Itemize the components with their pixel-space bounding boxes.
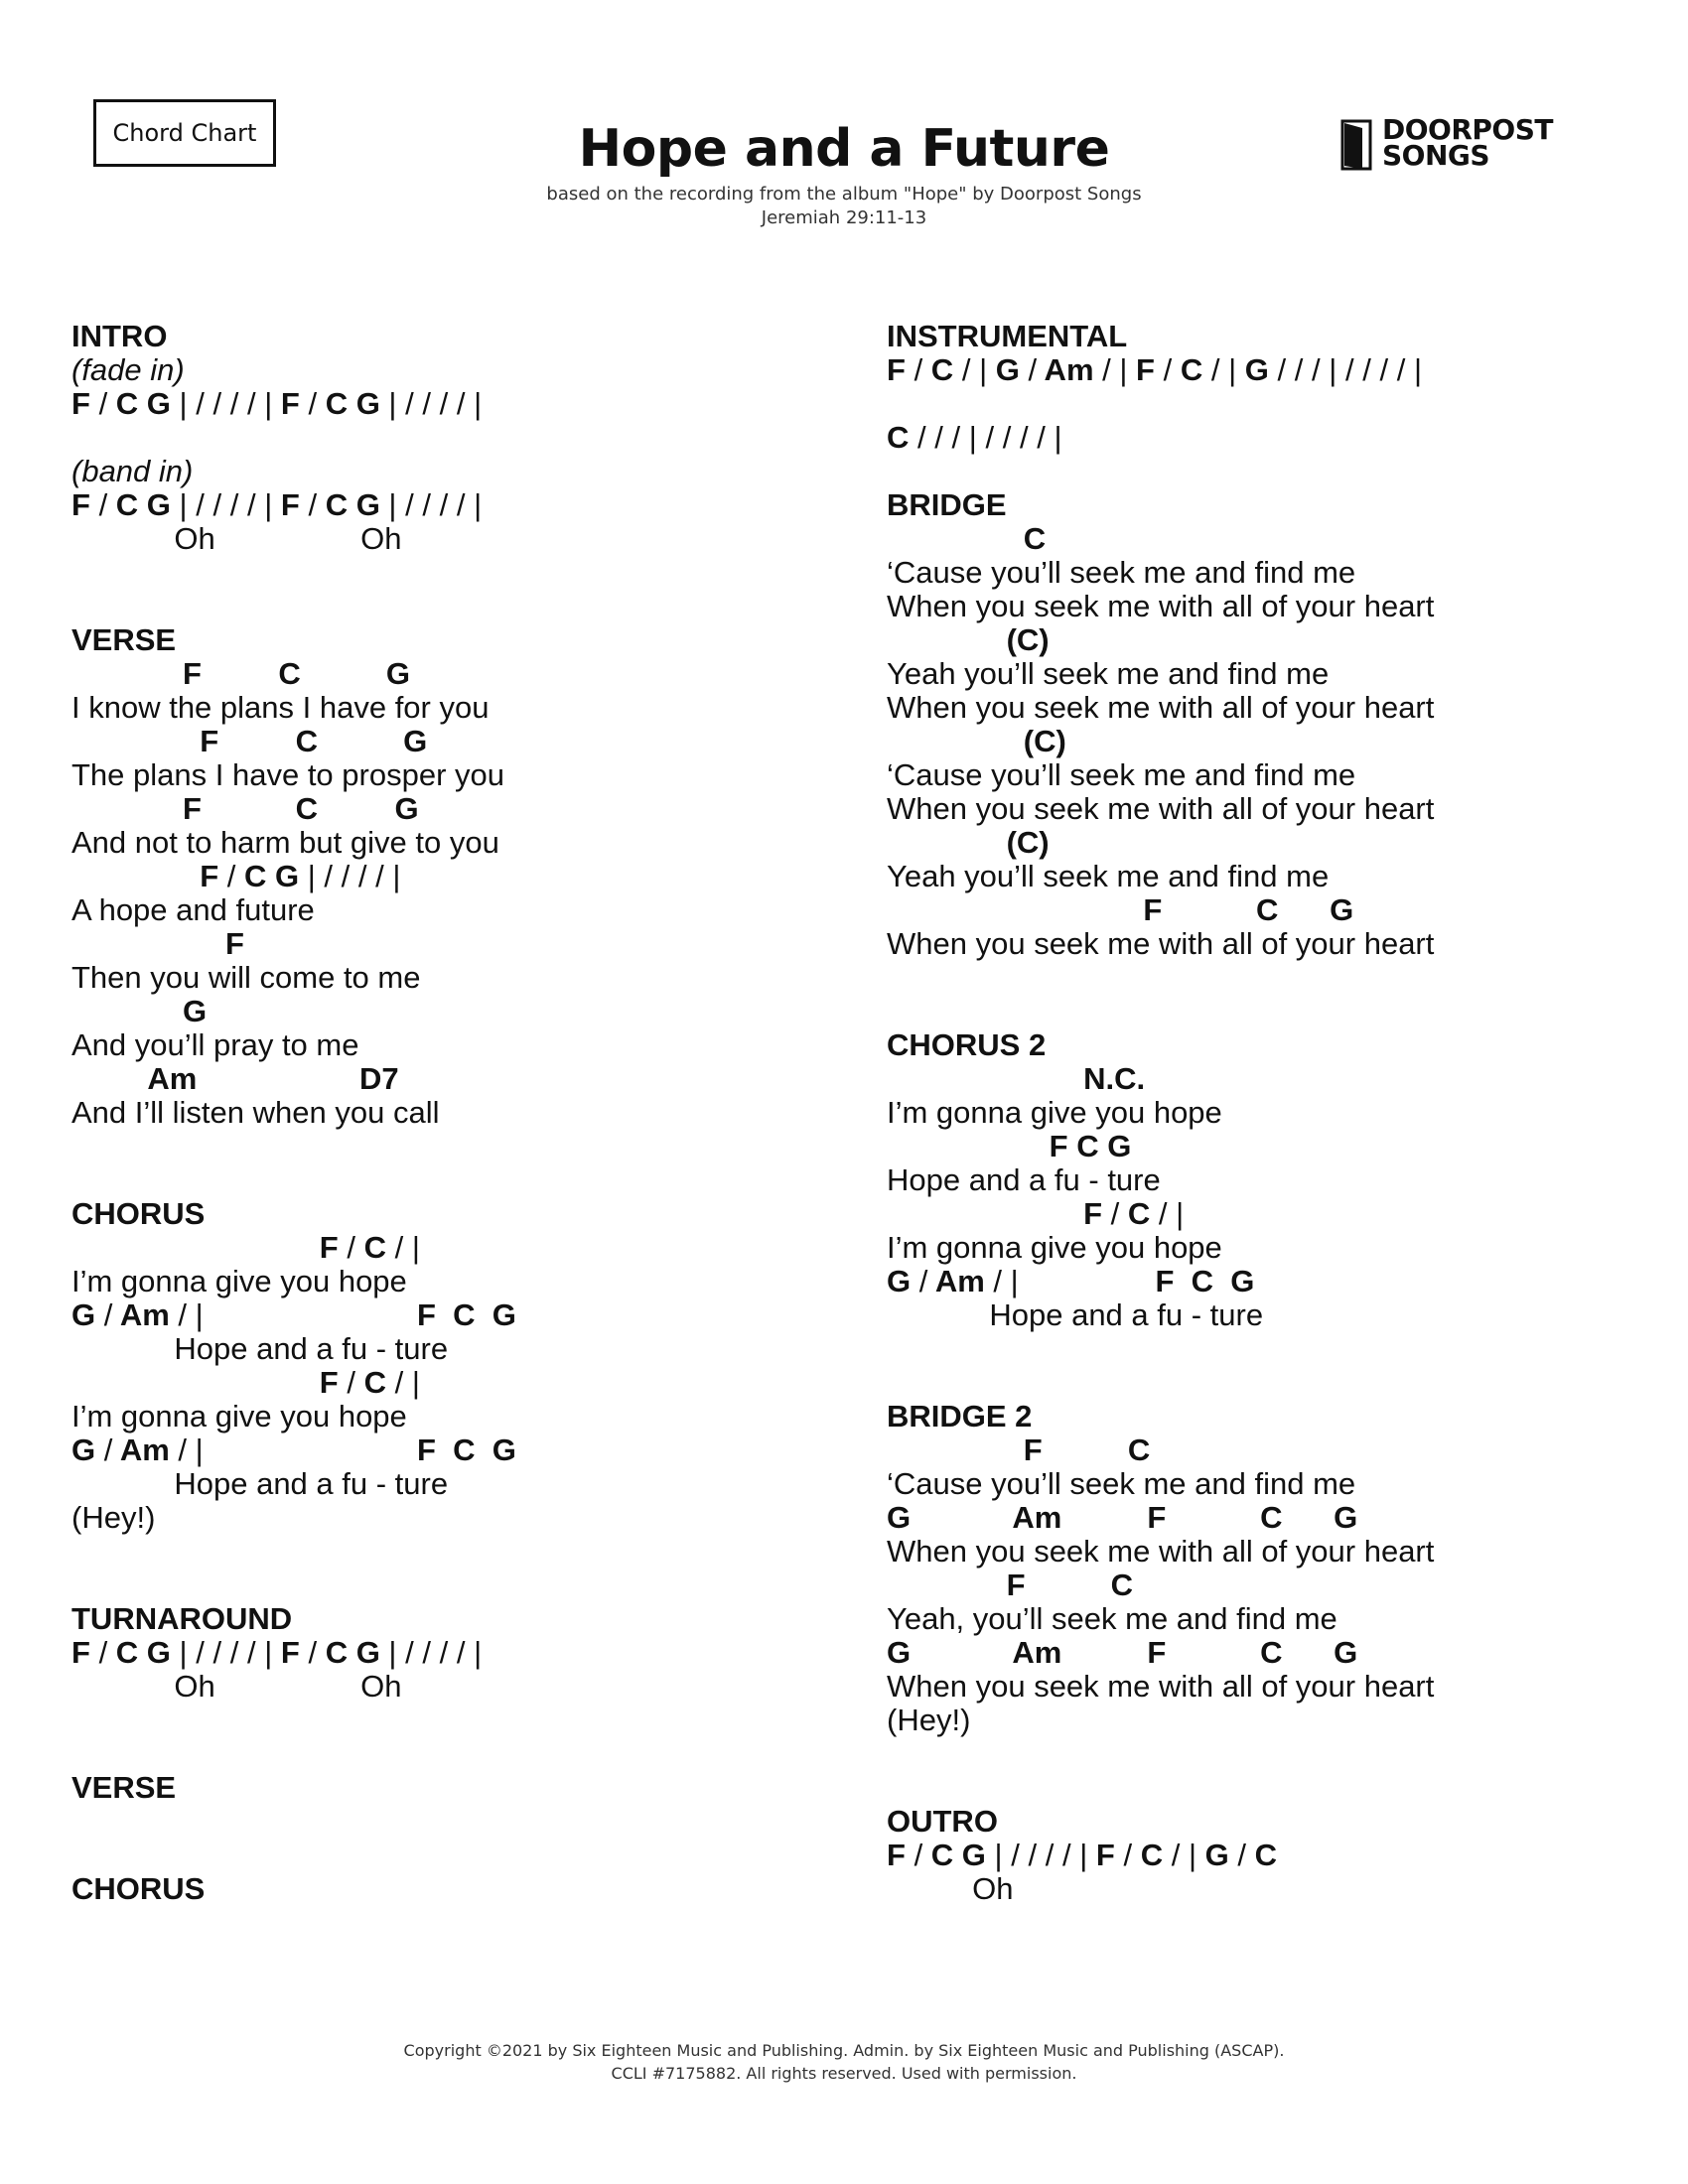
lyric-line: And I’ll listen when you call <box>71 1095 440 1130</box>
lyric-line: I know the plans I have for you <box>71 690 490 725</box>
lyric-line: A hope and future <box>71 892 315 927</box>
chord-line: F C G <box>887 892 1354 927</box>
lyric-line: Yeah you’ll seek me and find me <box>887 656 1330 691</box>
chord-line: C / / / | / / / / | <box>887 420 1062 455</box>
chord-line: (C) <box>887 724 1066 758</box>
direction-line: (fade in) <box>71 352 185 387</box>
lyric-line: (Hey!) <box>71 1500 156 1535</box>
section-heading: CHORUS <box>71 1196 206 1231</box>
chord-line: G / Am / | F C G <box>71 1297 516 1332</box>
chord-chart-badge: Chord Chart <box>93 99 276 167</box>
section-heading: INTRO <box>71 319 168 353</box>
lyric-line: Oh Oh <box>71 521 402 556</box>
lyric-line: When you seek me with all of your heart <box>887 791 1435 826</box>
chord-line: F / C G | / / / / | F / C G | / / / / | <box>71 386 483 421</box>
chord-line: F C G <box>71 656 411 691</box>
chord-line: F C G <box>887 1129 1132 1163</box>
lyric-line: I’m gonna give you hope <box>887 1095 1222 1130</box>
lyric-line: When you seek me with all of your heart <box>887 1534 1435 1569</box>
lyric-line: Hope and a fu - ture <box>71 1331 449 1366</box>
chord-line: G Am F C G <box>887 1500 1358 1535</box>
chord-line: (C) <box>887 622 1050 657</box>
section-heading: INSTRUMENTAL <box>887 319 1128 353</box>
song-subtitle: based on the recording from the album "Hope" by Doorpost Songs <box>546 184 1142 205</box>
chord-line: F / C / | G / Am / | F / C / | G / / / | / / / / | <box>887 352 1423 387</box>
chord-line: F / C / | <box>71 1230 420 1265</box>
copyright-line: Copyright ©2021 by Six Eighteen Music and Publishing. Admin. by Six Eighteen Music and Publishing (ASCAP). <box>403 2041 1285 2060</box>
lyric-line: Hope and a fu - ture <box>887 1162 1161 1197</box>
lyric-line: Oh <box>887 1871 1014 1906</box>
lyric-line: When you seek me with all of your heart <box>887 926 1435 961</box>
section-heading: BRIDGE 2 <box>887 1399 1033 1433</box>
doorpost-songs-logo <box>1340 113 1579 172</box>
lyric-line: When you seek me with all of your heart <box>887 1669 1435 1704</box>
chord-line: G <box>71 994 208 1028</box>
chord-line: F / C / | <box>887 1196 1185 1231</box>
chord-line: F <box>71 926 244 961</box>
lyric-line: And you’ll pray to me <box>71 1027 359 1062</box>
lyric-line: Oh Oh <box>71 1669 402 1704</box>
lyric-line: When you seek me with all of your heart <box>887 690 1435 725</box>
section-heading: VERSE <box>71 1770 177 1805</box>
door-icon <box>1340 119 1376 171</box>
chord-line: F / C G | / / / / | F / C G | / / / / | <box>71 1635 483 1670</box>
section-heading: CHORUS <box>71 1871 206 1906</box>
direction-line: (band in) <box>71 454 194 488</box>
chord-line: F / C G | / / / / | F / C / | G / C <box>887 1838 1277 1872</box>
chord-line: F / C G | / / / / | <box>71 859 401 893</box>
chord-line: F C <box>887 1568 1134 1602</box>
section-heading: OUTRO <box>887 1804 998 1839</box>
lyric-line: And not to harm but give to you <box>71 825 499 860</box>
lyric-line: ‘Cause you’ll seek me and find me <box>887 757 1356 792</box>
lyric-line: When you seek me with all of your heart <box>887 589 1435 623</box>
chord-line: G / Am / | F C G <box>71 1433 516 1467</box>
lyric-line: I’m gonna give you hope <box>71 1399 407 1433</box>
scripture-reference: Jeremiah 29:11-13 <box>761 207 927 228</box>
section-heading: VERSE <box>71 622 177 657</box>
chord-line: F / C G | / / / / | F / C G | / / / / | <box>71 487 483 522</box>
lyric-line: Hope and a fu - ture <box>71 1466 449 1501</box>
lyric-line: Then you will come to me <box>71 960 421 995</box>
chord-line: Am D7 <box>71 1061 399 1096</box>
chord-line: F C G <box>71 791 419 826</box>
song-title: Hope and a Future <box>578 119 1110 179</box>
lyric-line: ‘Cause you’ll seek me and find me <box>887 555 1356 590</box>
lyric-line: Hope and a fu - ture <box>887 1297 1264 1332</box>
chord-line: G / Am / | F C G <box>887 1264 1255 1298</box>
lyric-line: I’m gonna give you hope <box>71 1264 407 1298</box>
logo-line-2: SONGS <box>1382 139 1490 172</box>
copyright-footer <box>0 2039 1688 2085</box>
chord-line: N.C. <box>887 1061 1146 1096</box>
lyric-line: (Hey!) <box>887 1703 971 1737</box>
section-heading: TURNAROUND <box>71 1601 293 1636</box>
lyric-line: The plans I have to prosper you <box>71 757 504 792</box>
lyric-line: ‘Cause you’ll seek me and find me <box>887 1466 1356 1501</box>
logo-line-1: DOORPOST <box>1382 113 1553 146</box>
ccli-line: CCLI #7175882. All rights reserved. Used with permission. <box>611 2064 1077 2083</box>
chord-line: C <box>887 521 1047 556</box>
chord-line: G Am F C G <box>887 1635 1358 1670</box>
chord-line: F / C / | <box>71 1365 420 1400</box>
chord-line: F C G <box>71 724 428 758</box>
lyric-line: Yeah, you’ll seek me and find me <box>887 1601 1337 1636</box>
chord-line: F C <box>887 1433 1151 1467</box>
chord-line: (C) <box>887 825 1050 860</box>
lyric-line: I’m gonna give you hope <box>887 1230 1222 1265</box>
lyric-line: Yeah you’ll seek me and find me <box>887 859 1330 893</box>
section-heading: BRIDGE <box>887 487 1007 522</box>
logo-wordmark <box>1382 113 1553 172</box>
section-heading: CHORUS 2 <box>887 1027 1047 1062</box>
